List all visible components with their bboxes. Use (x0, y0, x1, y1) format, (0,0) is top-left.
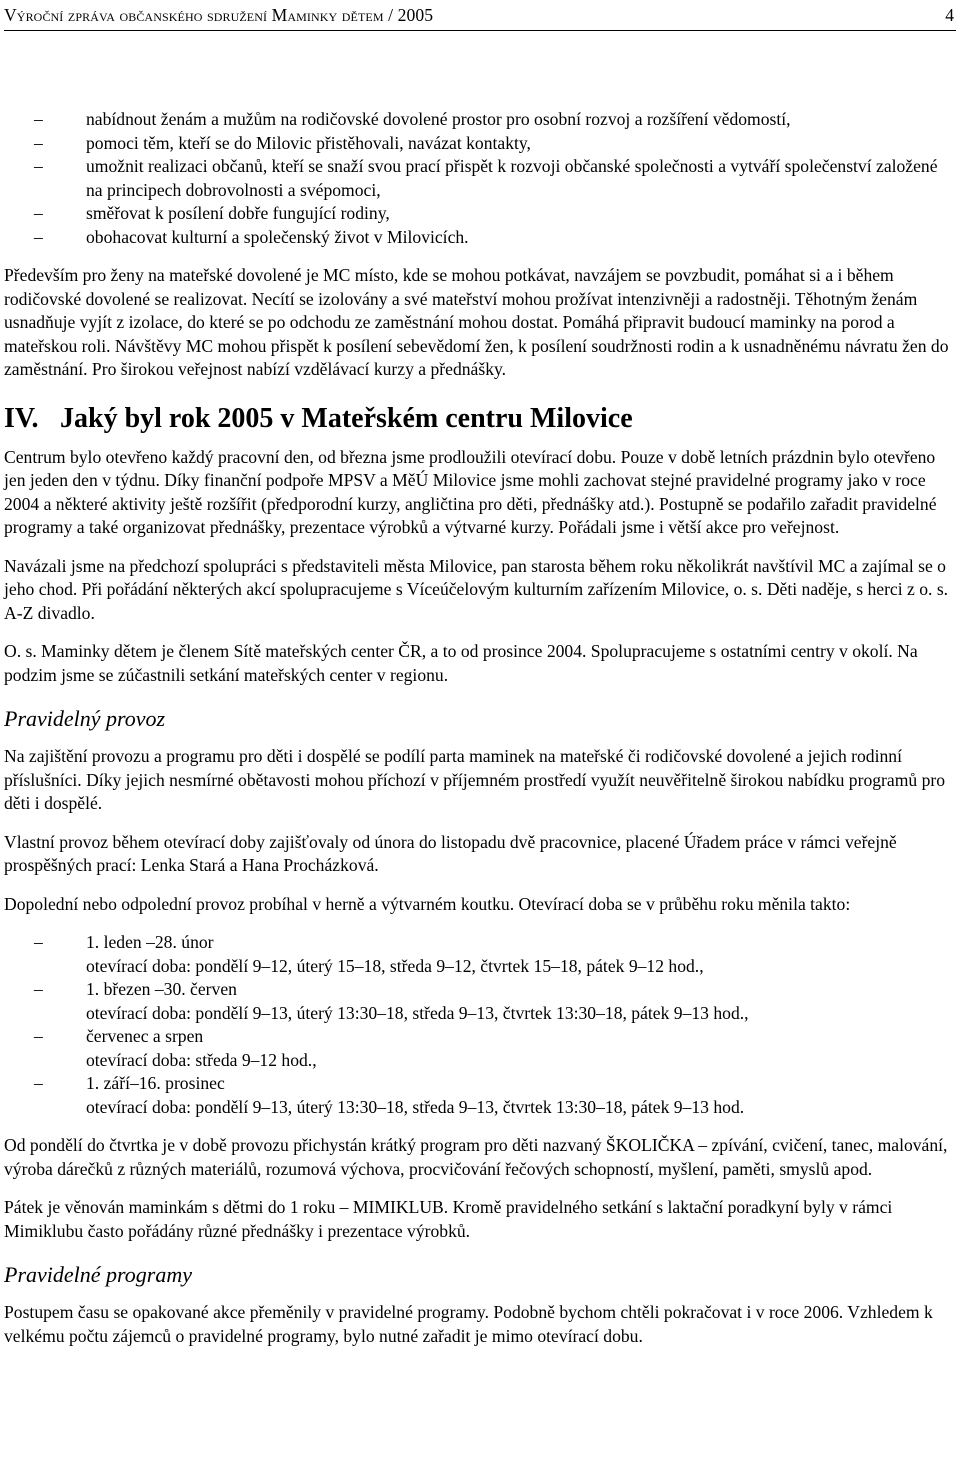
dash-bullet: – (34, 226, 43, 247)
header-title: Výroční zpráva občanského sdružení Maminky dětem / 2005 (4, 5, 434, 25)
dash-bullet: – (34, 203, 43, 223)
goals-list (4, 108, 956, 249)
schedule-hours: otevírací doba: pondělí 9–13, úterý 13:30–18, středa 9–13, čtvrtek 13:30–18, pátek 9–13 hod. (86, 1096, 745, 1117)
paragraph: Od pondělí do čtvrtka je v době provozu přichystán krátký program pro děti nazvaný ŠKOLIČKA – zpívání, cvičení, tanec, malování, výroba dárečků z různých materiálů, rozumová výchova, procvičování řečových schopností, myšlení, paměti, smyslů apod. (4, 1135, 948, 1179)
page-number: 4 (945, 5, 954, 25)
paragraph: Postupem času se opakované akce přeměnily v pravidelné programy. Podobně bychom chtěli pokračovat i v roce 2006. Vzhledem k velkému počtu zájemců o pravidelné programy, bylo nutné zařadit je mimo otevírací dobu. (4, 1302, 933, 1346)
dash-bullet: – (34, 979, 43, 999)
list-item (4, 1072, 956, 1119)
dash-bullet: – (34, 932, 43, 952)
paragraph: Pátek je věnován maminkám s dětmi do 1 roku – MIMIKLUB. Kromě pravidelného setkání s laktační poradkyní byly v rámci Mimiklubu často pořádány různé přednášky i prezentace výrobků. (4, 1197, 893, 1241)
subsection-heading: Pravidelné programy (4, 1262, 192, 1287)
schedule-period: 1. březen –30. červen (86, 979, 237, 999)
list-item: – nabídnout ženám a mužům na rodičovské dovolené prostor pro osobní rozvoj a rozšíření vědomostí, (4, 108, 956, 132)
list-item (4, 978, 956, 1025)
paragraph: Navázali jsme na předchozí spolupráci s představiteli města Milovice, pan starosta během roku několikrát navštívil MC a zajímal se o jeho chod. Při pořádání některých akcí spolupracujeme s Víceúčelovým kulturním zařízením Milovice, o. s. Děti naděje, s herci z o. s. A-Z divadlo. (4, 555, 949, 623)
list-item (4, 1025, 956, 1072)
schedule-hours: otevírací doba: středa 9–12 hod., (86, 1049, 317, 1070)
paragraph: Dopolední nebo odpolední provoz probíhal v herně a výtvarném koutku. Otevírací doba se v průběhu roku měnila takto: (4, 893, 851, 914)
intro-paragraph: Především pro ženy na mateřské dovolené je MC místo, kde se mohou potkávat, navzájem se povzbudit, pomáhat si a i během rodičovské dovolené se realizovat. Necítí se izolovány a své mateřství mohou prožívat intenzivněji a radostněji. Těhotným ženám usnadňuje vyjít z izolace, do které se po odchodu ze zaměstnání mohou dostat. Pomáhá připravit budoucí maminky na porod a mateřskou roli. Návštěvy MC mohou přispět k posílení sebevědomí žen, k posílení soudržnosti rodin a k usnadněnému návratu žen do zaměstnání. Pro širokou veřejnost nabízí vzdělávací kurzy a přednášky. (4, 265, 949, 379)
paragraph: O. s. Maminky dětem je členem Sítě mateřských center ČR, a to od prosince 2004. Spolupracujeme s ostatními centry v okolí. Na podzim jsme se zúčastnili setkání mateřských center v regionu. (4, 641, 918, 685)
page-header (4, 2, 956, 31)
dash-bullet: – (34, 132, 43, 153)
dash-bullet: – (34, 1073, 43, 1093)
section-number: IV. (4, 402, 39, 434)
list-item: – pomoci těm, kteří se do Milovic přistěhovali, navázat kontakty, (4, 132, 956, 156)
list-item: – umožnit realizaci občanů, kteří se snaží svou prací přispět k rozvoji občanské společnosti a vytváří společenství založené na principech dobrovolnosti a svépomoci, (34, 156, 938, 200)
schedule-list (4, 931, 956, 1119)
schedule-period: 1. leden –28. únor (86, 932, 214, 952)
section-heading (4, 402, 956, 436)
schedule-hours: otevírací doba: pondělí 9–13, úterý 13:30–18, středa 9–13, čtvrtek 13:30–18, pátek 9–13 hod., (86, 1002, 749, 1023)
section-title: Jaký byl rok 2005 v Mateřském centru Milovice (60, 402, 633, 434)
list-item: – směřovat k posílení dobře fungující rodiny, (4, 202, 956, 226)
paragraph: Na zajištění provozu a programu pro děti i dospělé se podílí parta maminek na mateřské či rodičovské dovolené a jejich rodinní příslušníci. Díky jejich nesmírné obětavosti mohou příchozí v příjemném prostředí využít neuvěřitelně širokou nabídku programů pro děti i dospělé. (4, 746, 946, 813)
paragraph: Centrum bylo otevřeno každý pracovní den, od března jsme prodloužili otevírací dobu. Pouze v době letních prázdnin bylo otevřeno jen jeden den v týdnu. Díky finanční podpoře MPSV a MěÚ Milovice jsme mohli zachovat stejné pravidelné programy jako v roce 2004 a některé aktivity ještě rozšířit (předporodní kurzy, angličtina pro děti, přednášky atd.). Postupně se podařilo zařadit pravidelné programy a také organizovat přednášky, prezentace výrobků a výtvarné kurzy. Pořádali jsme i větší akce pro veřejnost. (4, 446, 937, 537)
dash-bullet: – (34, 1026, 43, 1046)
dash-bullet: – (34, 156, 43, 176)
paragraph: Vlastní provoz během otevírací doby zajišťovaly od února do listopadu dvě pracovnice, placené Úřadem práce v rámci veřejně prospěšných prací: Lenka Stará a Hana Procházková. (4, 831, 897, 875)
subsection-heading: Pravidelný provoz (4, 706, 166, 731)
schedule-period: 1. září–16. prosinec (86, 1073, 225, 1093)
list-item: – obohacovat kulturní a společenský život v Milovicích. (4, 226, 956, 250)
schedule-hours: otevírací doba: pondělí 9–12, úterý 15–18, středa 9–12, čtvrtek 15–18, pátek 9–12 hod., (86, 955, 704, 976)
list-item (4, 931, 956, 978)
page-content (4, 108, 956, 1363)
dash-bullet: – (34, 109, 43, 129)
schedule-period: červenec a srpen (86, 1026, 204, 1046)
